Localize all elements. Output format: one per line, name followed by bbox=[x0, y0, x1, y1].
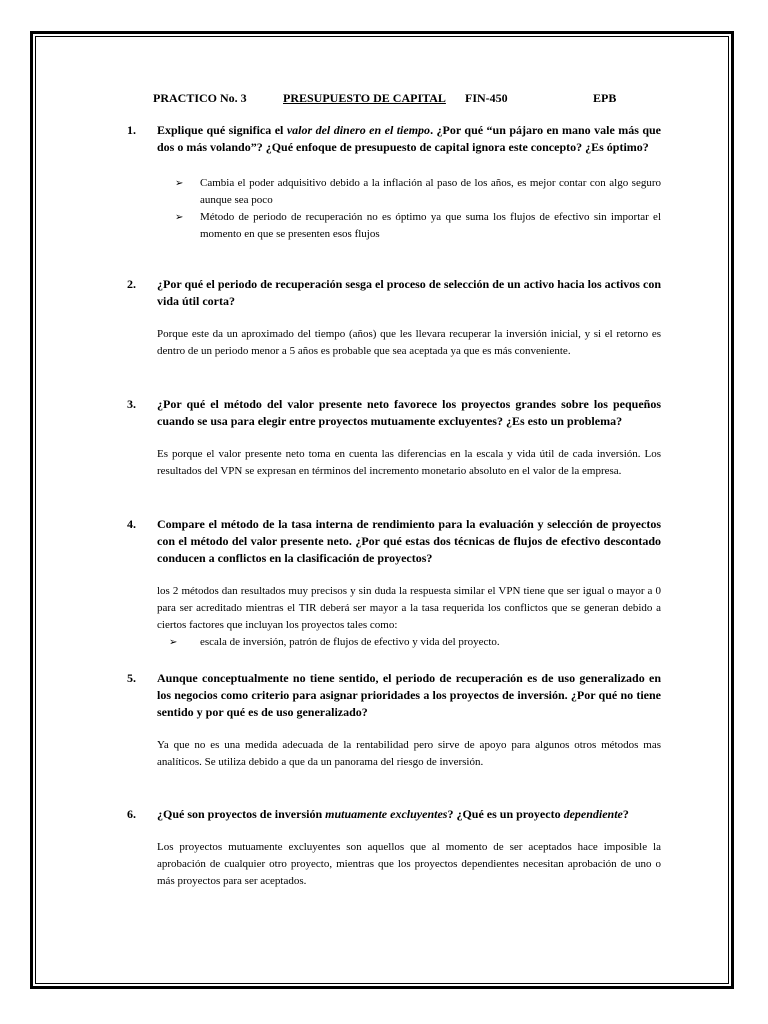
answer-bullet-item bbox=[157, 209, 661, 243]
answer-text: Los proyectos mutuamente excluyentes son aquellos que al momento de ser aceptados hace imposible la aprobación de cualquier otro proyecto, mientras que los proyectos dependientes necesitan aprobación de uno o más proyectos para ser aceptados. bbox=[157, 841, 661, 887]
question-number: 4. bbox=[127, 517, 136, 531]
question-number: 1. bbox=[127, 123, 136, 137]
arrowhead-bullet-icon: ➢ bbox=[175, 212, 184, 223]
question-2 bbox=[127, 276, 661, 360]
question-text: ¿Por qué el periodo de recuperación sesga el proceso de selección de un activo hacia los activos con vida útil corta? bbox=[157, 277, 661, 308]
question-text-part: ? ¿Qué es un proyecto bbox=[447, 807, 564, 821]
question-text: Compare el método de la tasa interna de rendimiento para la evaluación y selección de proyectos con el método del valor presente neto. ¿Por qué estas dos técnicas de flujos de efectivo descontado conducen a conflictos en la clasificación de proyectos? bbox=[157, 517, 661, 565]
arrowhead-bullet-icon: ➢ bbox=[169, 637, 178, 648]
answer-text: Porque este da un aproximado del tiempo (años) que les llevara recuperar la inversión inicial, y si el retorno es dentro de un periodo menor a 5 años es probable que sea aceptada ya que es más conveniente. bbox=[157, 328, 661, 357]
answer-text: Ya que no es una medida adecuada de la rentabilidad pero sirve de apoyo para algunos otros métodos mas analíticos. Se utiliza debido a que da un panorama del riesgo de inversión. bbox=[157, 739, 661, 768]
question-text: Aunque conceptualmente no tiene sentido, el periodo de recuperación es de uso generalizado en los negocios como criterio para asignar prioridades a los proyectos de inversión. ¿Por qué no tiene sentido y por qué es de uso generalizado? bbox=[157, 671, 661, 719]
answer-bullet-item bbox=[157, 175, 661, 209]
question-text bbox=[157, 122, 661, 156]
author-initials: EPB bbox=[593, 91, 617, 105]
question-number: 5. bbox=[127, 671, 136, 685]
question-5 bbox=[127, 670, 661, 771]
answer-bullet-item bbox=[157, 634, 661, 651]
question-text: ¿Por qué el método del valor presente neto favorece los proyectos grandes sobre los pequeños cuando se usa para elegir entre proyectos mutuamente excluyentes? ¿Es esto un problema? bbox=[157, 397, 661, 428]
answer-text: los 2 métodos dan resultados muy precisos y sin duda la respuesta similar el VPN tiene que ser igual o mayor a 0 para ser acreditado mientras el TIR deberá ser mayor a la tasa requerida los conflictos que se generan debido a ciertos factores que incluyan los proyectos tales como: bbox=[157, 585, 661, 631]
question-text-part: Explique qué significa el bbox=[157, 123, 287, 137]
question-1 bbox=[127, 122, 661, 243]
answer-bullets bbox=[157, 175, 661, 243]
question-number: 6. bbox=[127, 807, 136, 821]
practice-number: PRACTICO No. 3 bbox=[153, 91, 247, 105]
question-text-part: . ¿Por qué “un pájaro en mano vale más que dos o más volando”? ¿Qué enfoque de presupuesto de capital ignora este concepto? ¿Es óptimo? bbox=[157, 123, 662, 154]
answer-text: Es porque el valor presente neto toma en cuenta las diferencias en la escala y vida útil de cada inversión. Los resultados del VPN se expresan en términos del incremento monetario absoluto en el valor de la empresa. bbox=[157, 448, 661, 477]
question-text-part: ¿Qué son proyectos de inversión bbox=[157, 807, 326, 821]
question-4 bbox=[127, 516, 661, 651]
bullet-text: Cambia el poder adquisitivo debido a la inflación al paso de los años, es mejor contar con algo seguro aunque sea poco bbox=[200, 177, 661, 206]
bullet-text: escala de inversión, patrón de flujos de efectivo y vida del proyecto. bbox=[200, 636, 500, 648]
question-text-italic: mutuamente excluyentes bbox=[325, 807, 448, 821]
question-text bbox=[157, 806, 661, 823]
question-text-part: ? bbox=[622, 807, 629, 821]
question-3 bbox=[127, 396, 661, 480]
course-code: FIN-450 bbox=[465, 91, 508, 105]
question-6 bbox=[127, 806, 661, 890]
question-number: 3. bbox=[127, 397, 136, 411]
bullet-text: Método de periodo de recuperación no es óptimo ya que suma los flujos de efectivo sin importar el momento en que se presenten esos flujos bbox=[200, 211, 661, 240]
arrowhead-bullet-icon: ➢ bbox=[175, 178, 184, 189]
document-title: PRESUPUESTO DE CAPITAL bbox=[283, 91, 446, 105]
question-text-italic: valor del dinero en el tiempo bbox=[286, 123, 431, 137]
question-text-italic: dependiente bbox=[563, 807, 623, 821]
question-number: 2. bbox=[127, 277, 136, 291]
